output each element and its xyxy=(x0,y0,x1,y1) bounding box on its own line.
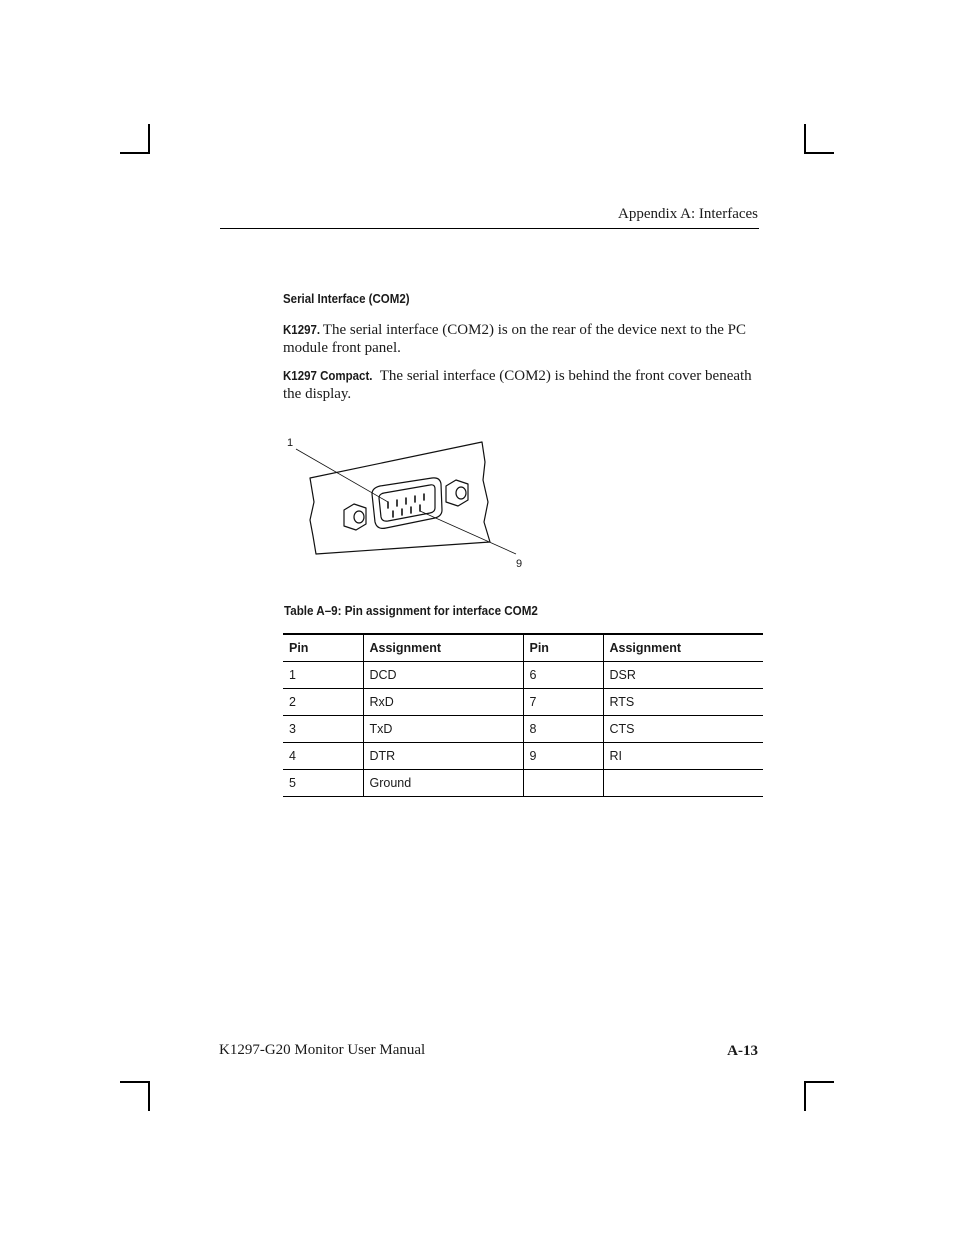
paragraph-lead: K1297. xyxy=(283,323,321,337)
table-cell: 2 xyxy=(283,689,363,716)
section-title: Serial Interface (COM2) xyxy=(283,292,410,306)
table-cell: TxD xyxy=(363,716,523,743)
crop-mark-bottom-left-horizontal xyxy=(120,1081,150,1083)
table-cell: 7 xyxy=(523,689,603,716)
table-cell: DTR xyxy=(363,743,523,770)
crop-mark-top-left-vertical xyxy=(148,124,150,154)
pin-assignment-table xyxy=(283,633,763,797)
table-cell: 4 xyxy=(283,743,363,770)
table-cell: 5 xyxy=(283,770,363,797)
table-cell: 3 xyxy=(283,716,363,743)
crop-mark-bottom-left-vertical xyxy=(148,1081,150,1111)
table-row xyxy=(283,662,763,689)
paragraph-k1297-compact xyxy=(283,367,759,403)
crop-mark-bottom-right-vertical xyxy=(804,1081,806,1111)
table-row xyxy=(283,689,763,716)
header-rule xyxy=(220,228,759,229)
db9-connector-illustration xyxy=(280,432,530,572)
table-row xyxy=(283,716,763,743)
table-cell: CTS xyxy=(603,716,763,743)
table-cell: RxD xyxy=(363,689,523,716)
table-cell: 8 xyxy=(523,716,603,743)
table-header-row xyxy=(283,634,763,662)
footer-page-number: A-13 xyxy=(727,1043,758,1059)
table-row xyxy=(283,770,763,797)
paragraph-text: The serial interface (COM2) is on the rear of the device next to the PC module front panel. xyxy=(283,322,746,356)
table-cell xyxy=(603,770,763,797)
crop-mark-bottom-right-horizontal xyxy=(804,1081,834,1083)
table-cell: Ground xyxy=(363,770,523,797)
table-cell: DCD xyxy=(363,662,523,689)
table-row xyxy=(283,743,763,770)
crop-mark-top-right-horizontal xyxy=(804,152,834,154)
pin-1-label: 1 xyxy=(287,437,294,449)
table-caption: Table A–9: Pin assignment for interface COM2 xyxy=(284,604,538,618)
com2-connector-figure xyxy=(280,432,530,572)
column-header: Assignment xyxy=(603,634,763,662)
crop-mark-top-left-horizontal xyxy=(120,152,150,154)
table-cell: 9 xyxy=(523,743,603,770)
paragraph-text: The serial interface (COM2) is behind the front cover beneath the display. xyxy=(283,368,752,402)
pin-9-label: 9 xyxy=(516,558,523,570)
paragraph-lead: K1297 Compact. xyxy=(283,369,373,383)
table-cell: DSR xyxy=(603,662,763,689)
table-cell: RTS xyxy=(603,689,763,716)
paragraph-k1297 xyxy=(283,321,759,357)
column-header: Assignment xyxy=(363,634,523,662)
column-header: Pin xyxy=(283,634,363,662)
column-header: Pin xyxy=(523,634,603,662)
table-cell xyxy=(523,770,603,797)
table-cell: RI xyxy=(603,743,763,770)
table-cell: 6 xyxy=(523,662,603,689)
running-header: Appendix A: Interfaces xyxy=(618,206,758,222)
crop-mark-top-right-vertical xyxy=(804,124,806,154)
footer-manual-title: K1297-G20 Monitor User Manual xyxy=(219,1042,426,1058)
table-cell: 1 xyxy=(283,662,363,689)
